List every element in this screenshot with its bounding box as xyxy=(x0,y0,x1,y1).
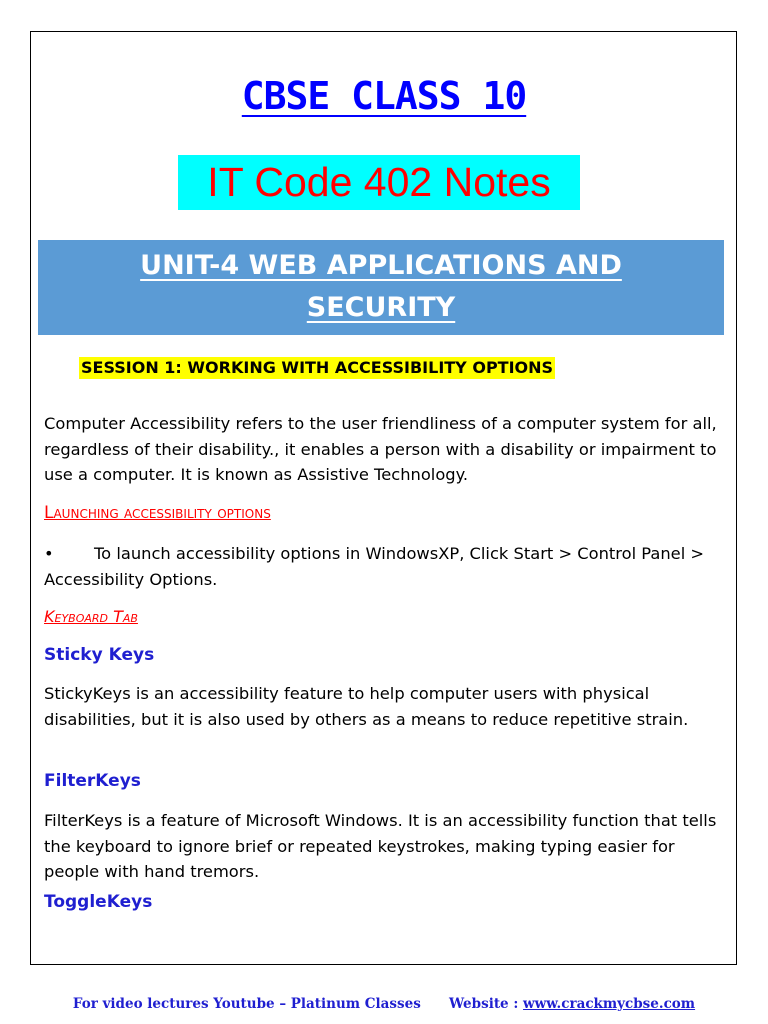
document-subtitle: IT Code 402 Notes xyxy=(178,155,580,210)
intro-paragraph: Computer Accessibility refers to the user friendliness of a computer system for all, regardless of their disability., it enables a person with a disability or impairment to use a computer. It is known as Assistive Technology. xyxy=(44,414,717,484)
unit-title-line2: SECURITY xyxy=(306,292,456,323)
launching-heading: Launching accessibility options xyxy=(44,503,271,523)
launching-text: To launch accessibility options in WindowsXP, Click Start > Control Panel > Accessibility Options. xyxy=(44,544,705,589)
togglekeys-heading: ToggleKeys xyxy=(44,892,153,912)
filterkeys-heading: FilterKeys xyxy=(44,771,141,791)
unit-banner xyxy=(38,240,724,335)
filterkeys-paragraph: FilterKeys is a feature of Microsoft Windows. It is an accessibility function that tells the keyboard to ignore brief or repeated keystrokes, making typing easier for people with hand tremors. xyxy=(44,811,717,881)
footer-website-link[interactable]: www.crackmycbse.com xyxy=(523,996,696,1012)
sticky-keys-paragraph: StickyKeys is an accessibility feature to help computer users with physical disabilities, but it is also used by others as a means to reduce repetitive strain. xyxy=(44,684,689,729)
unit-title-line1: UNIT-4 WEB APPLICATIONS AND xyxy=(140,250,622,281)
keyboard-tab-heading: Keyboard Tab xyxy=(44,607,138,626)
document-title: CBSE CLASS 10 xyxy=(241,74,527,118)
footer-website-label: Website : xyxy=(449,996,519,1012)
footer-text: For video lectures Youtube – Platinum Classes xyxy=(72,996,421,1012)
session-heading: SESSION 1: WORKING WITH ACCESSIBILITY OPTIONS xyxy=(81,358,554,377)
page-footer xyxy=(0,996,768,1012)
launching-bullet xyxy=(44,541,724,592)
sticky-keys-heading: Sticky Keys xyxy=(44,645,155,665)
bullet-icon: • xyxy=(44,544,54,563)
